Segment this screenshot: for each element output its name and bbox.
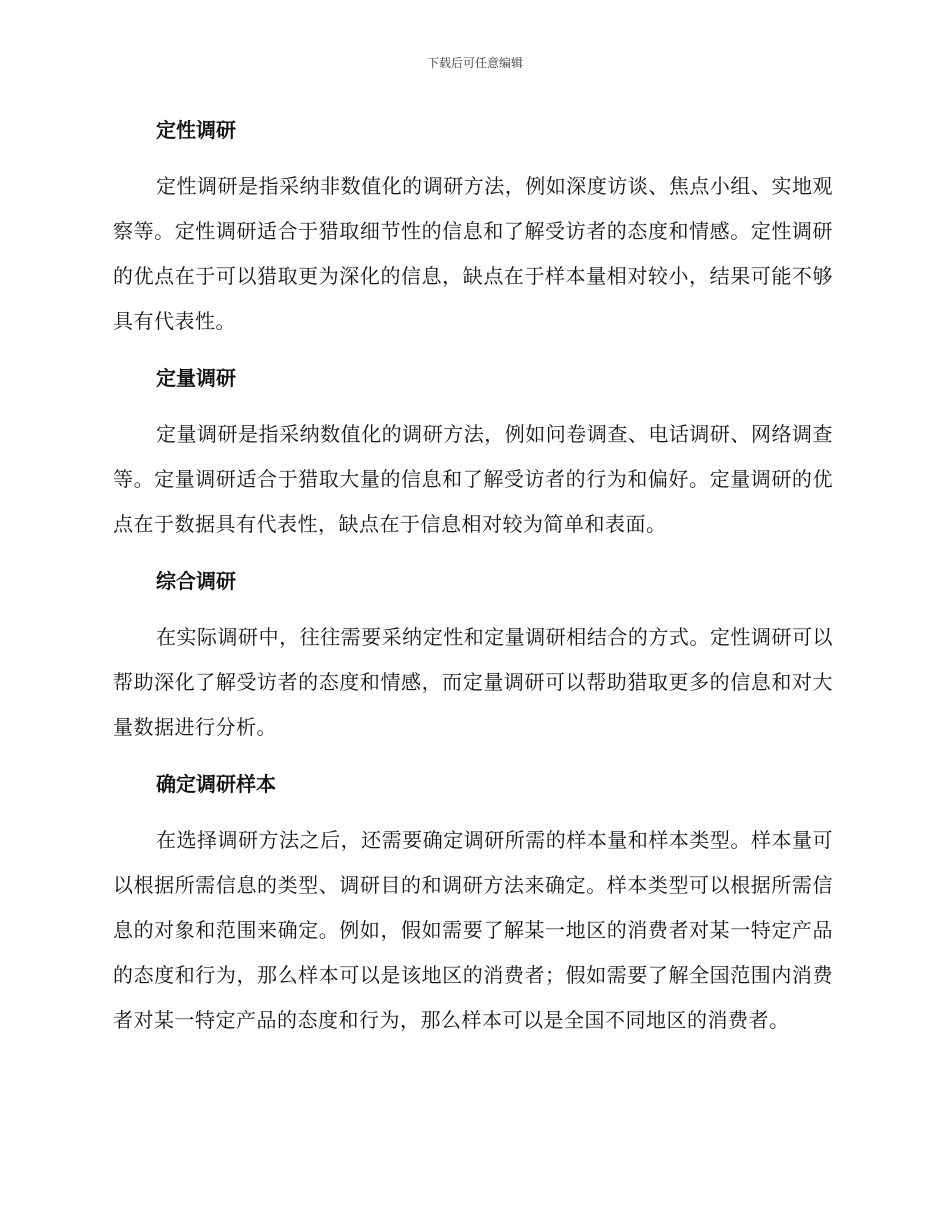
document-body: [113, 108, 833, 1043]
section-paragraph-qualitative: 定性调研是指采纳非数值化的调研方法，例如深度访谈、焦点小组、实地观察等。定性调研适合于猎取细节性的信息和了解受访者的态度和情感。定性调研的优点在于可以猎取更为深化的信息，缺点在于样本量相对较小，结果可能不够具有代表性。: [113, 174, 833, 333]
section-paragraph-quantitative: 定量调研是指采纳数值化的调研方法，例如问卷调查、电话调研、网络调查等。定量调研适合于猎取大量的信息和了解受访者的行为和偏好。定量调研的优点在于数据具有代表性，缺点在于信息相对较为简单和表面。: [113, 422, 833, 536]
section-heading-sample: 确定调研样本: [156, 772, 276, 796]
section-heading-combined: 综合调研: [156, 569, 236, 593]
section-paragraph-sample: 在选择调研方法之后，还需要确定调研所需的样本量和样本类型。样本量可以根据所需信息的类型、调研目的和调研方法来确定。样本类型可以根据所需信息的对象和范围来确定。例如，假如需要了解某一地区的消费者对某一特定产品的态度和行为，那么样本可以是该地区的消费者；假如需要了解全国范围内消费者对某一特定产品的态度和行为，那么样本可以是全国不同地区的消费者。: [113, 828, 833, 1032]
section-heading-qualitative: 定性调研: [156, 118, 236, 142]
section-heading-quantitative: 定量调研: [156, 366, 236, 390]
section-paragraph-combined: 在实际调研中，往往需要采纳定性和定量调研相结合的方式。定性调研可以帮助深化了解受访者的态度和情感，而定量调研可以帮助猎取更多的信息和对大量数据进行分析。: [113, 625, 833, 739]
header-note: 下载后可任意编辑: [426, 56, 523, 70]
